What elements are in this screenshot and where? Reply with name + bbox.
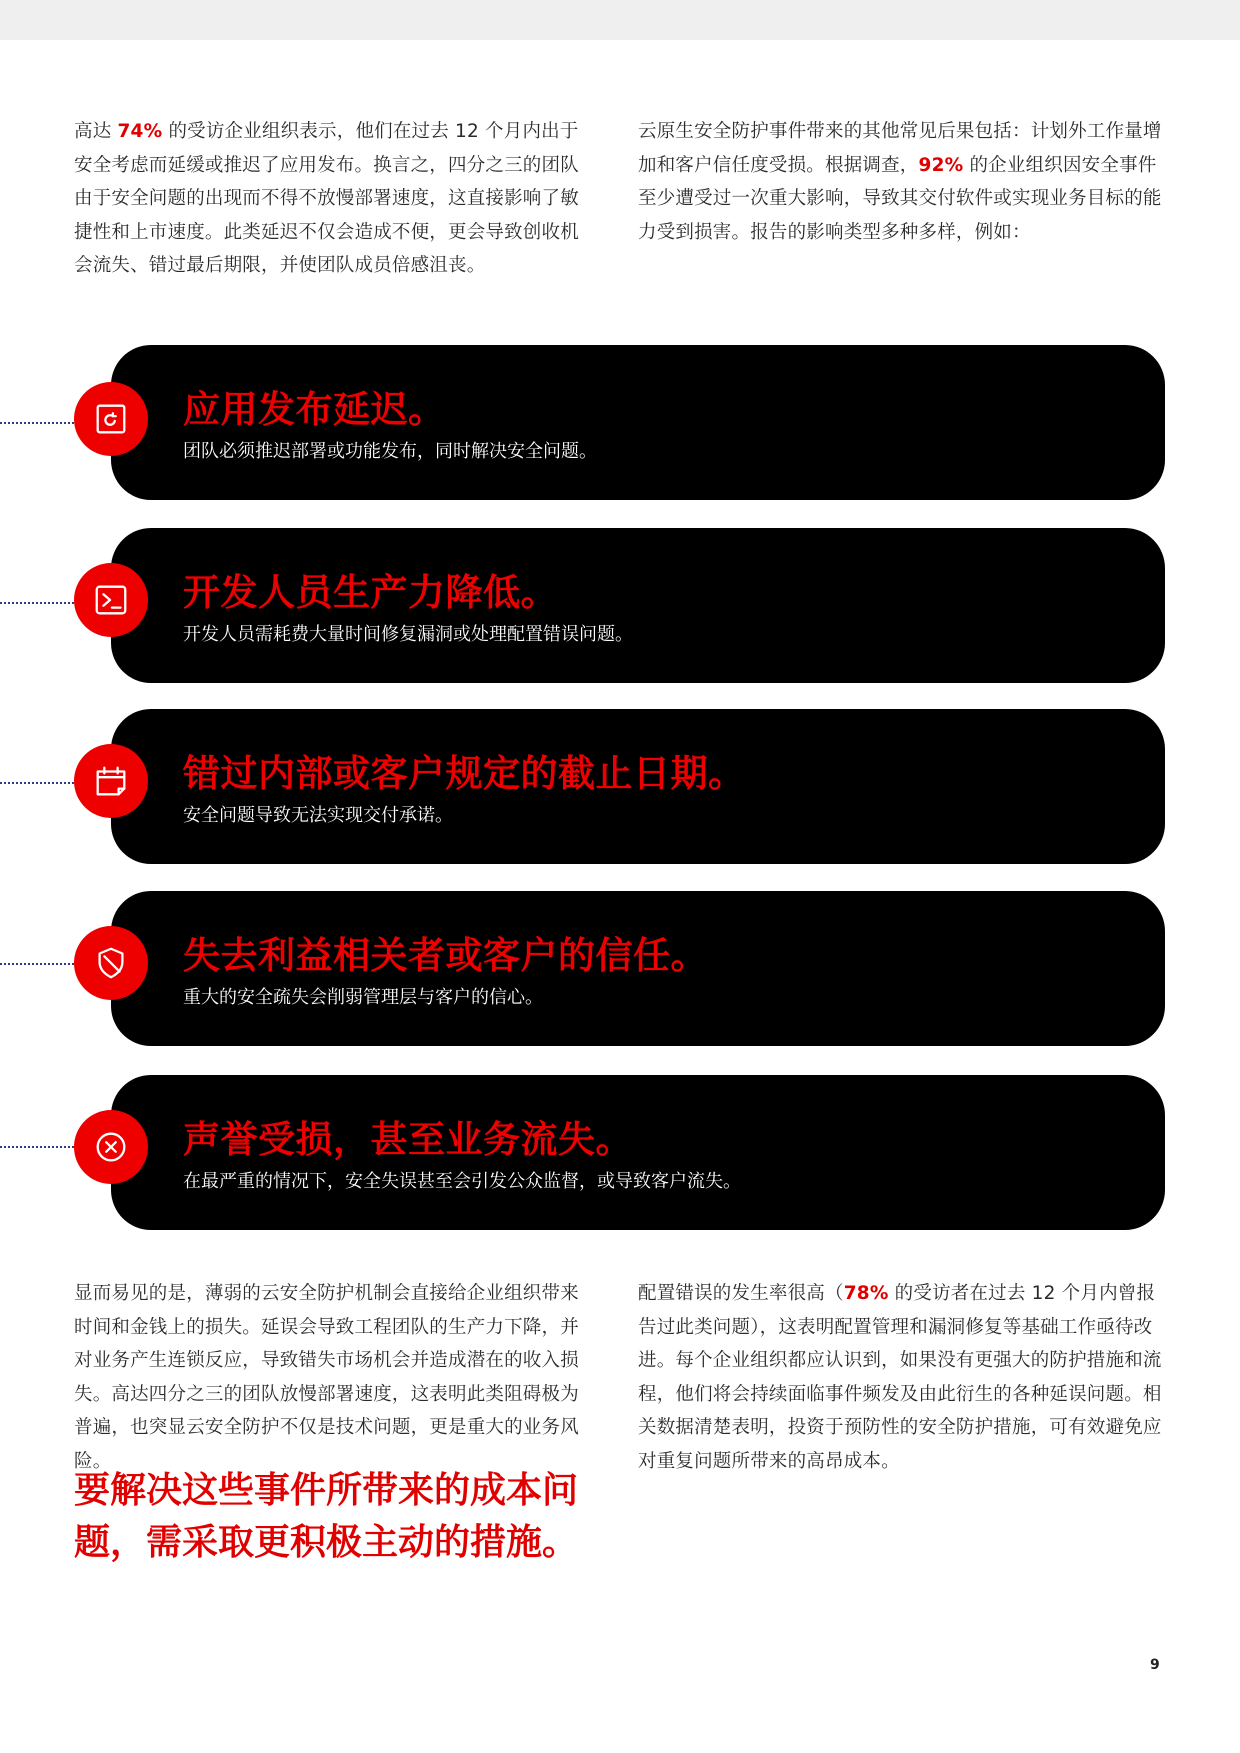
x-circle-icon <box>74 1110 148 1184</box>
p2-pre: 云原生安全防护事件带来的其他常见后果包括：计划外工作量增加和客户信任度受损。根据调查， <box>638 121 1162 176</box>
stat-74: 74% <box>117 121 163 142</box>
card-title: 开发人员生产力降低。 <box>183 571 558 614</box>
impact-card <box>111 1075 1165 1230</box>
callout-heading: 要解决这些事件所带来的成本问题，需采取更积极主动的措施。 <box>74 1470 579 1563</box>
intro-paragraph-left <box>74 115 596 283</box>
conclusion-paragraph-right <box>638 1277 1168 1478</box>
connector-dots <box>0 782 74 784</box>
stat-92: 92% <box>918 154 964 176</box>
connector-dots <box>0 963 74 965</box>
top-band <box>0 0 1240 40</box>
p1-pre: 高达 <box>74 121 118 142</box>
card-description: 安全问题导致无法实现交付承诺。 <box>183 805 453 826</box>
connector-dots <box>0 422 74 424</box>
p4-post: 的受访者在过去 12 个月内曾报告过此类问题），这表明配置管理和漏洞修复等基础工作亟待改进。每个企业组织都应认识到，如果没有更强大的防护措施和流程，他们将会持续面临事件频发及由此衍生的各种延误问题。相关数据清楚表明，投资于预防性的安全防护措施，可有效避免应对重复问题所带来的高昂成本。 <box>638 1283 1162 1472</box>
card-title: 失去利益相关者或客户的信任。 <box>183 934 708 977</box>
p2-post: 的企业组织因安全事件至少遭受过一次重大影响，导致其交付软件或实现业务目标的能力受到损害。报告的影响类型多种多样，例如： <box>638 154 1162 243</box>
p4-pre: 配置错误的发生率很高（ <box>638 1283 844 1304</box>
card-title: 应用发布延迟。 <box>183 388 446 431</box>
p1-post: 的受访企业组织表示，他们在过去 12 个月内出于安全考虑而延缓或推迟了应用发布。换言之，四分之三的团队由于安全问题的出现而不得不放慢部署速度，这直接影响了敏捷性和上市速度。此类延迟不仅会造成不便，更会导致创收机会流失、错过最后期限，并使团队成员倍感沮丧。 <box>74 121 579 276</box>
conclusion-paragraph-left: 显而易见的是，薄弱的云安全防护机制会直接给企业组织带来时间和金钱上的损失。延误会导致工程团队的生产力下降，并对业务产生连锁反应，导致错失市场机会并造成潜在的收入损失。高达四分之三的团队放慢部署速度，这表明此类阻碍极为普遍，也突显云安全防护不仅是技术问题，更是重大的业务风险。 <box>74 1283 579 1472</box>
connector-dots <box>0 1146 74 1148</box>
impact-card <box>111 528 1165 683</box>
card-description: 在最严重的情况下，安全失误甚至会引发公众监督，或导致客户流失。 <box>183 1171 741 1192</box>
card-description: 团队必须推迟部署或功能发布，同时解决安全问题。 <box>183 441 597 462</box>
card-title: 错过内部或客户规定的截止日期。 <box>183 752 746 795</box>
card-description: 重大的安全疏失会削弱管理层与客户的信心。 <box>183 987 543 1008</box>
page-number: 9 <box>1150 1657 1160 1673</box>
impact-card <box>111 345 1165 500</box>
impact-card <box>111 891 1165 1046</box>
impact-card <box>111 709 1165 864</box>
refresh-window-icon <box>74 382 148 456</box>
card-description: 开发人员需耗费大量时间修复漏洞或处理配置错误问题。 <box>183 624 633 645</box>
intro-paragraph-right <box>638 115 1166 249</box>
card-title: 声誉受损，甚至业务流失。 <box>183 1118 633 1161</box>
calendar-icon <box>74 744 148 818</box>
connector-dots <box>0 602 74 604</box>
terminal-icon <box>74 563 148 637</box>
stat-78: 78% <box>843 1283 889 1304</box>
broken-shield-icon <box>74 926 148 1000</box>
